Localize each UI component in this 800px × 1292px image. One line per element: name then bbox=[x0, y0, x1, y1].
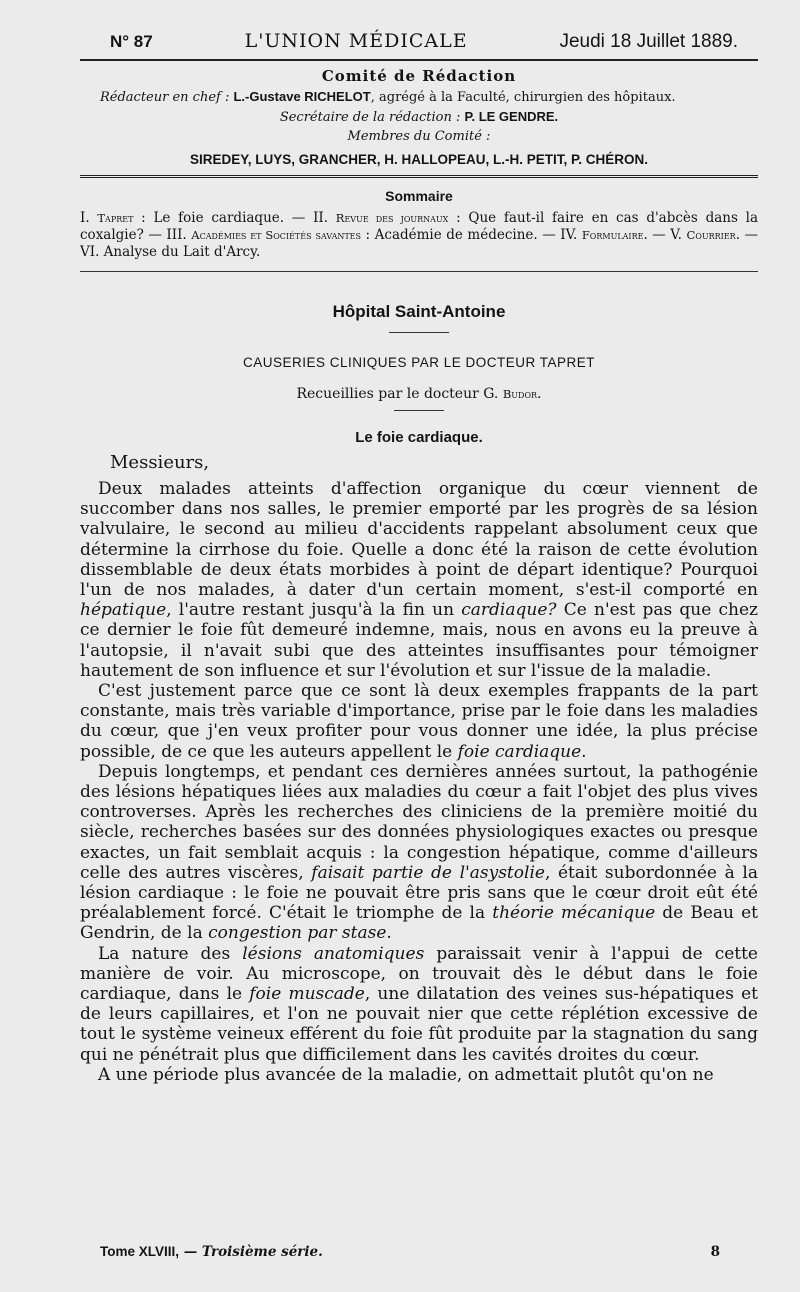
sommaire-v-num: V. bbox=[670, 227, 682, 243]
p2-text-b: . bbox=[581, 741, 587, 762]
sommaire-iv-num: IV. bbox=[560, 227, 578, 243]
sommaire-vi-num: VI. bbox=[80, 244, 100, 260]
redacteur-line bbox=[80, 89, 758, 105]
sommaire-v-text: . — bbox=[735, 227, 759, 243]
footer-tome-line bbox=[100, 1244, 323, 1260]
p3-text-b: , était subordonnée à la lésion cardiaque : le foie ne pouvait être pris sans que le cœur droit eût été préalablement forcé. C'était le triomphe de la bbox=[80, 862, 758, 924]
redacteur-name: L.-Gustave RICHELOT bbox=[233, 89, 371, 104]
sommaire-v-title: Courrier bbox=[686, 228, 736, 242]
recueillies-name: Budor bbox=[502, 387, 538, 401]
membres-label bbox=[80, 129, 758, 144]
membres-label-text: Membres du Comité : bbox=[347, 129, 491, 144]
p2-italic-1: foie cardiaque bbox=[457, 741, 582, 762]
secretaire-label: Secrétaire de la rédaction : bbox=[279, 110, 461, 125]
footer-page-number: 8 bbox=[710, 1244, 720, 1260]
article-body bbox=[80, 479, 758, 1085]
membres-names: SIREDEY, LUYS, GRANCHER, H. HALLOPEAU, L.-H. PETIT, P. CHÉRON. bbox=[189, 152, 649, 167]
p3-italic-3: congestion par stase bbox=[208, 923, 387, 944]
p3-italic-1: faisait partie de l'asystolie bbox=[311, 862, 545, 883]
p4-text-a: La nature des bbox=[98, 943, 243, 964]
sommaire-rule bbox=[80, 271, 758, 272]
salutation: Messieurs, bbox=[110, 452, 210, 473]
sommaire-iv-text: . — bbox=[643, 227, 671, 243]
sommaire-iv-title: Formulaire bbox=[581, 228, 644, 242]
sommaire-ii-title: Revue des journaux bbox=[335, 211, 449, 225]
journal-title: L'UNION MÉDICALE bbox=[244, 30, 468, 52]
sommaire-iii-title: Académies et Sociétés savantes bbox=[191, 228, 362, 242]
p1-text-c: Ce n'est pas que chez ce dernier le foie fût demeuré indemne, mais, nous en avons eu la preuve à l'autopsie, il n'avait subi que des atteintes insuffisantes pour témoigner hautement de son influence et sur l'évolution et sur l'issue de la maladie. bbox=[80, 600, 758, 681]
recueillies-text: Recueillies par le docteur G. bbox=[296, 386, 503, 402]
causeries-heading: CAUSERIES CLINIQUES PAR LE DOCTEUR TAPRET bbox=[242, 355, 596, 370]
p3-text-d: . bbox=[386, 923, 392, 944]
hospital-heading: Hôpital Saint-Antoine bbox=[332, 302, 506, 321]
sommaire-title: Sommaire bbox=[385, 188, 453, 204]
paragraph-4 bbox=[80, 944, 758, 1065]
redacteur-label: Rédacteur en chef : bbox=[100, 90, 230, 105]
sommaire-vi-text: Analyse du Lait d'Arcy. bbox=[103, 244, 261, 260]
p3-italic-2: théorie mécanique bbox=[492, 903, 656, 924]
hospital-rule bbox=[389, 332, 449, 333]
p1-italic-1: hépatique bbox=[80, 600, 167, 621]
p4-italic-1: lésions anatomiques bbox=[242, 943, 425, 964]
p3-text-a: Depuis longtemps, et pendant ces dernières années surtout, la pathogénie des lésions hépatiques liées aux maladies du cœur a fait l'objet des plus vives controverses. Après les recherches des cliniciens de la première moitié du siècle, recherches basées sur des données physiologiques exactes ou presque exactes, un fait semblait acquis : la congestion hépatique, comme d'ailleurs celle des autres viscères, bbox=[80, 761, 758, 883]
page-header bbox=[80, 30, 758, 53]
p1-text-a: Deux malades atteints d'affection organique du cœur viennent de succomber dans nos salles, le premier emporté par les progrès de sa lésion valvulaire, le second au milieu d'accidents rappelant absolument ceux que détermine la cirrhose du foie. Quelle a donc été la raison de cette évolution dissemblable de deux états morbides à point de départ identique? Pourquoi l'un de nos malades, à dater d'un certain moment, s'est-il comporté en bbox=[80, 479, 758, 601]
p4-text-c: , une dilatation des veines sus-hépatiques et de leurs capillaires, et l'on ne pouvait nier que cette réplétion excessive de tout le système veineux efférent du foie fût produite par la stagnation du sang qui ne pénétrait plus que difficilement dans les cavités droites du cœur. bbox=[80, 984, 758, 1065]
sommaire-ii-text: : Que faut-il faire en cas d'abcès dans la coxalgie? — bbox=[80, 210, 759, 243]
footer-tome: Tome XLVIII, bbox=[100, 1244, 180, 1259]
paragraph-1 bbox=[80, 479, 758, 681]
p4-italic-2: foie muscade bbox=[249, 984, 365, 1005]
paragraph-3 bbox=[80, 762, 758, 944]
header-rule bbox=[80, 59, 758, 61]
sommaire-text bbox=[80, 210, 758, 261]
issue-date: Jeudi 18 Juillet 1889. bbox=[559, 31, 738, 52]
sommaire-ii-num: II. bbox=[313, 210, 329, 226]
recueillies-line bbox=[80, 386, 758, 402]
sommaire-i-text: : Le foie cardiaque. — bbox=[133, 210, 314, 226]
p1-italic-2: cardiaque? bbox=[461, 600, 557, 621]
recueillies-rule bbox=[394, 410, 444, 411]
p1-text-b: , l'autre restant jusqu'à la fin un bbox=[166, 600, 462, 621]
sommaire-i-title: Tapret bbox=[97, 211, 134, 225]
p2-text-a: C'est justement parce que ce sont là deux exemples frappants de la part constante, mais très variable d'importance, prise par le foie dans les maladies du cœur, que j'en veux profiter pour vous donner une idée, la plus précise possible, de ce que les auteurs appellent le bbox=[80, 681, 758, 762]
comite-title: Comité de Rédaction bbox=[321, 67, 517, 85]
recueillies-end: . bbox=[537, 386, 542, 402]
paragraph-5: A une période plus avancée de la maladie, on admettait plutôt qu'on ne bbox=[98, 1064, 714, 1085]
footer-serie: — Troisième série. bbox=[183, 1244, 323, 1260]
page-footer bbox=[100, 1244, 720, 1260]
redacteur-desc: , agrégé à la Faculté, chirurgien des hôpitaux. bbox=[370, 90, 676, 105]
p3-text-c: de Beau et Gendrin, de la bbox=[80, 903, 759, 944]
paragraph-2 bbox=[80, 681, 758, 762]
comite-rule bbox=[80, 175, 758, 178]
sommaire-iii-text: : Académie de médecine. — bbox=[361, 227, 561, 243]
sommaire-i-num: I. bbox=[80, 210, 90, 226]
secretaire-line bbox=[80, 109, 758, 125]
sommaire-iii-num: III. bbox=[166, 227, 187, 243]
issue-number: N° 87 bbox=[110, 32, 153, 51]
article-title: Le foie cardiaque. bbox=[355, 429, 483, 446]
p4-text-b: paraissait venir à l'appui de cette manière de voir. Au microscope, on trouvait dès le début dans le foie cardiaque, dans le bbox=[80, 943, 758, 1005]
secretaire-name: P. LE GENDRE. bbox=[464, 109, 559, 124]
